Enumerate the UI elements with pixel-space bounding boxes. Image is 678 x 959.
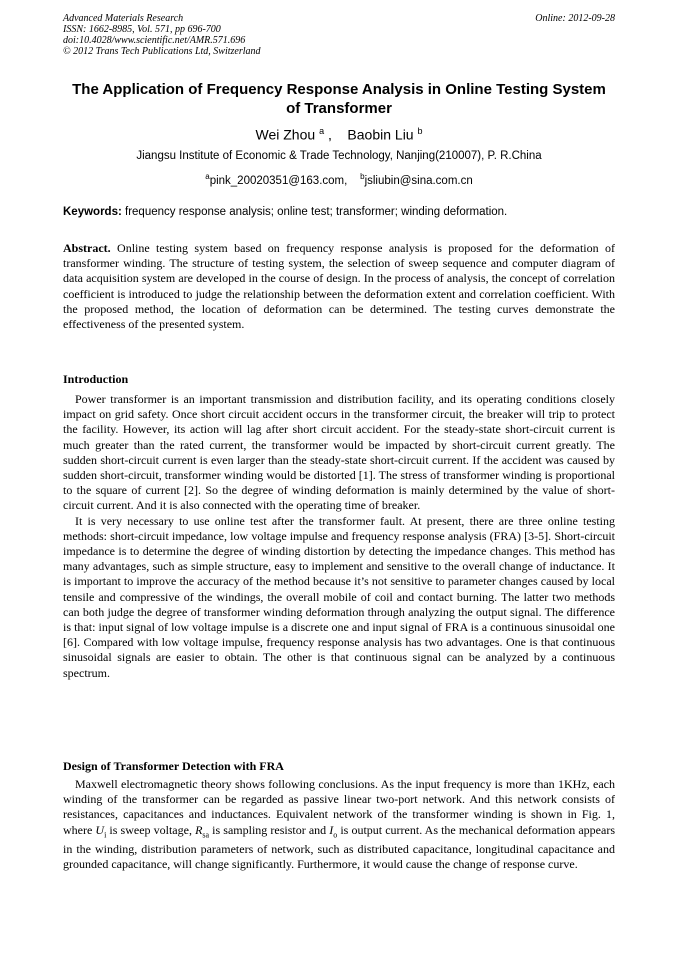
author-separator: , [324, 126, 332, 143]
affiliation: Jiangsu Institute of Economic & Trade Technology, Nanjing(210007), P. R.China [136, 150, 542, 162]
author-line [63, 122, 615, 144]
keywords-label: Keywords: [63, 206, 122, 218]
journal-name: Advanced Materials Research [63, 13, 184, 24]
paper-title: The Application of Frequency Response Analysis in Online Testing System of Transformer [72, 81, 606, 117]
abstract-text: Online testing system based on frequency response analysis is proposed for the deformation of transformer winding. The structure of testing system, the selection of sweep sequence and computer diagram of data acquisition system are developed in the course of design. In the process of analysis, the concept of correlation coefficient is introduced to judge the relationship between the deformation extent and correlation coefficient. With the proposed method, the location of deformation can be determined. The testing curves demonstrate the effectiveness of the presented system. [63, 241, 616, 332]
keywords-text: frequency response analysis; online test; transformer; winding deformation. [125, 206, 508, 218]
sub-i: i [104, 830, 107, 839]
author-1: Wei Zhou [255, 126, 316, 143]
journal-header [63, 13, 615, 57]
author-2: Baobin Liu [347, 126, 414, 143]
email-a-sup: a [205, 172, 210, 181]
section-heading-introduction: Introduction [63, 372, 129, 386]
issn-line: ISSN: 1662-8985, Vol. 571, pp 696-700 [63, 24, 221, 35]
keywords [63, 205, 615, 220]
var-r: R [195, 822, 203, 837]
email-b[interactable]: jsliubin@sina.com.cn [364, 174, 473, 187]
abstract [63, 241, 615, 332]
section-heading-design: Design of Transformer Detection with FRA [63, 759, 284, 773]
introduction-paragraph-2: It is very necessary to use online test after the transformer fault. At present, there are three online testing methods: short-circuit impedance, low voltage impulse and frequency response analysis (FRA) [3-5]. Short-circuit impedance is to determine the degree of winding distortion by detecting the impedance changes. This method has many advantages, such as simple structure, easy to implement and sensitive to the overall change of inductance. It is important to improve the accuracy of the method because it’s not sensitive to parameter changes caused by local tensile and compressive of the windings, the overall mobile of coil and contact burning. The latter two methods can both judge the degree of transformer winding deformation through analyzing the output signal. The difference is that: input signal of low voltage impulse is a discrete one and input signal of FRA is a continuous sinusoidal one [6]. Compared with low voltage impulse, frequency response analysis has two advantages. One is that continuous sinusoidal signals are easier to obtain. The other is that continuous signal can be analyzed by a continuous spectrum. [63, 513, 615, 680]
email-line [63, 169, 615, 189]
sub-o: o [333, 830, 338, 839]
email-a[interactable]: pink_20020351@163.com, [209, 174, 348, 187]
doi-line[interactable]: doi:10.4028/www.scientific.net/AMR.571.696 [63, 35, 246, 46]
author-1-sup: a [319, 126, 325, 136]
sub-sa: sa [202, 830, 210, 839]
introduction-paragraph-1: Power transformer is an important transmission and distribution facility, and its operating conditions closely impact on grid safety. Once short circuit accident occurs in the transformer circuit, the breaker will trip to protect the facility. However, its action will lag after short circuit accident. For the steady-state short-circuit current is much greater than the rated current, the transformer would be impacted by short-circuit current greatly. The sudden short-circuit current is even larger than the steady-state short-circuit current. If the accident was caused by sudden short-circuit, transformer winding would be distorted [1]. The stress of transformer winding is proportional to the square of current [2]. So the degree of winding deformation is mainly determined by the value of short-circuit current. And it is also connected with the operating time of breaker. [63, 392, 615, 513]
introduction-body [63, 392, 615, 681]
design-text-a: Maxwell electromagnetic theory shows following conclusions. As the input frequency is more than 1KHz, each winding of the transformer can be regarded as passive linear two-port network. And this network consists of resistances, capacitances and inductances. Equivalent network of the transformer winding is shown in Fig. 1, where [63, 777, 615, 837]
design-text-d: is output current. As the mechanical deformation appears in the winding, distribution parameters of network, such as distributed capacitance, longitudinal capacitance and grounded capacitance, will change significantly. Furthermore, it would cause the change of response curve. [63, 822, 615, 872]
design-text-b: is sweep voltage, [106, 822, 196, 837]
online-date: Online: 2012-09-28 [535, 13, 615, 24]
design-text-c: is sampling resistor and [209, 822, 330, 837]
email-b-sup: b [360, 172, 365, 181]
var-u: U [95, 822, 105, 837]
design-paragraph-1 [63, 777, 615, 873]
var-i: I [329, 822, 334, 837]
copyright-line: © 2012 Trans Tech Publications Ltd, Switzerland [63, 46, 261, 57]
design-body [63, 777, 615, 873]
abstract-label: Abstract. [63, 241, 111, 255]
author-2-sup: b [417, 126, 423, 136]
